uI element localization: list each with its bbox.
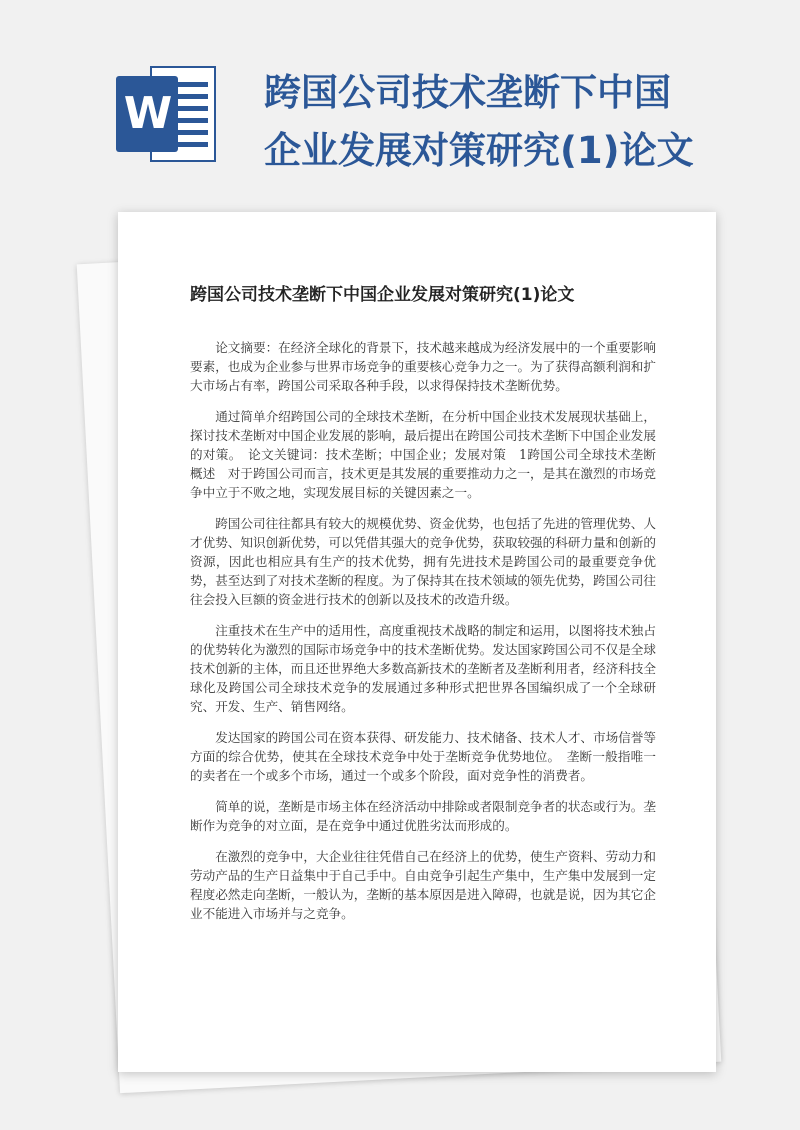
document-title: 跨国公司技术垄断下中国企业发展对策研究(1)论文 bbox=[190, 285, 575, 305]
paragraph: 发达国家的跨国公司在资本获得、研发能力、技术储备、技术人才、市场信誉等方面的综合优势，使其在全球技术竞争中处于垄断竞争优势地位。 垄断一般指唯一的卖者在一个或多个市场，通过一个或多个阶段，面对竞争性的消费者。 bbox=[190, 730, 656, 783]
document-page bbox=[118, 212, 716, 1072]
paragraph: 简单的说，垄断是市场主体在经济活动中排除或者限制竞争者的状态或行为。垄断作为竞争的对立面，是在竞争中通过优胜劣汰而形成的。 bbox=[190, 799, 656, 833]
text-line-icon bbox=[174, 142, 208, 147]
paragraph: 在激烈的竞争中，大企业往往凭借自己在经济上的优势，使生产资料、劳动力和劳动产品的生产日益集中于自己手中。自由竞争引起生产集中，生产集中发展到一定程度必然走向垄断，一般认为，垄断的基本原因是进入障碍，也就是说，因为其它企业不能进入市场并与之竞争。 bbox=[190, 849, 656, 921]
word-document-icon bbox=[116, 66, 216, 162]
paragraph: 跨国公司往往都具有较大的规模优势、资金优势，也包括了先进的管理优势、人才优势、知识创新优势，可以凭借其强大的竞争优势，获取较强的科研力量和创新的资源，因此也相应具有生产的技术优势，拥有先进技术是跨国公司的最重要竞争优势，甚至达到了对技术垄断的程度。为了保持其在技术领域的领先优势，跨国公司往往会投入巨额的资金进行技术的创新以及技术的改造升级。 bbox=[190, 516, 656, 607]
paragraph: 通过简单介绍跨国公司的全球技术垄断，在分析中国企业技术发展现状基础上，探讨技术垄断对中国企业发展的影响，最后提出在跨国公司技术垄断下中国企业发展的对策。 论文关键词：技术垄断；中国企业；发展对策 1跨国公司全球技术垄断概述 对于跨国公司而言，技术更是其发展的重要推动力之一，是其在激烈的市场竞争中立于不败之地，实现发展目标的关键因素之一。 bbox=[190, 409, 656, 500]
word-badge-icon: W bbox=[116, 76, 178, 152]
text-line-icon bbox=[174, 106, 208, 111]
paragraph-abstract: 论文摘要：在经济全球化的背景下，技术越来越成为经济发展中的一个重要影响要素，也成为企业参与世界市场竞争的重要核心竞争力之一。为了获得高额利润和扩大市场占有率，跨国公司采取各种手段，以求得保持技术垄断优势。 bbox=[190, 340, 656, 393]
paragraph: 注重技术在生产中的适用性，高度重视技术战略的制定和运用，以图将技术独占的优势转化为激烈的国际市场竞争中的技术垄断优势。发达国家跨国公司不仅是全球技术创新的主体，而且还世界绝大多数高新技术的垄断者及垄断利用者，经济科技全球化及跨国公司全球技术竞争的发展通过多种形式把世界各国编织成了一个全球研究、开发、生产、销售网络。 bbox=[190, 623, 656, 714]
text-line-icon bbox=[174, 130, 208, 135]
text-line-icon bbox=[174, 82, 208, 87]
text-line-icon bbox=[174, 118, 208, 123]
text-line-icon bbox=[174, 94, 208, 99]
page-title: 跨国公司技术垄断下中国企业发展对策研究(1)论文 bbox=[264, 71, 694, 172]
